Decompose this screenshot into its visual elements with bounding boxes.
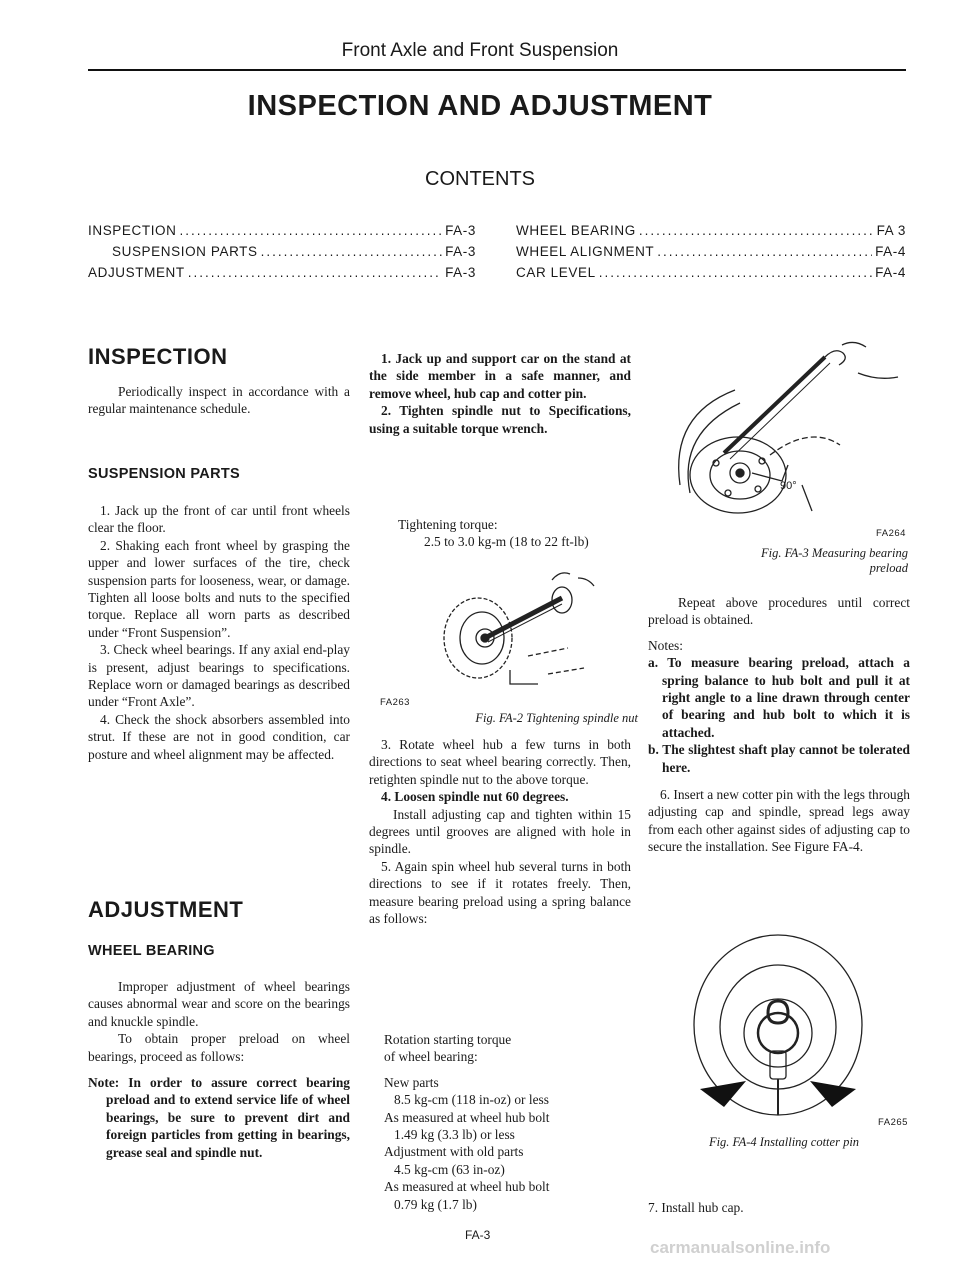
suspension-step-3: 3. Check wheel bearings. If any axial end-play is present, adjust bearings to specifications. Replace worn or damaged bearings as described under “Front Axle”.	[88, 642, 350, 710]
inspection-heading: INSPECTION	[88, 344, 228, 369]
rotation-label-2: of wheel bearing:	[384, 1049, 478, 1065]
toc-label: CAR LEVEL	[516, 265, 596, 280]
fig-fa264-code: FA264	[876, 528, 906, 539]
wb-step-5: 5. Again spin wheel hub several turns in both directions to see if it rotates freely. Then, measure bearing preload using a spring balance as follows:	[369, 858, 631, 927]
contents-title: CONTENTS	[425, 168, 535, 190]
measured-value-1: 1.49 kg (3.3 lb) or less	[394, 1127, 515, 1143]
fig-fa4-caption: Fig. FA-4 Installing cotter pin	[708, 1135, 860, 1149]
measured-label-1: As measured at wheel hub bolt	[384, 1109, 550, 1125]
wheel-bearing-para-1: Improper adjustment of wheel bearings causes abnormal wear and score on the bearings and knuckle spindle.	[88, 979, 350, 1029]
note-a: a. To measure bearing preload, attach a spring balance to hub bolt and pull it at right angle to a line drawn through center of bearing and hub bolt to which it is attached.	[648, 655, 910, 740]
figure-installing-cotter-pin	[680, 925, 880, 1125]
figure-tightening-spindle-nut	[430, 560, 600, 690]
toc-label: WHEEL ALIGNMENT	[516, 244, 655, 259]
suspension-parts-heading: SUSPENSION PARTS	[88, 466, 240, 482]
toc-row-adjustment[interactable]	[88, 265, 476, 286]
toc-label: WHEEL BEARING	[516, 223, 636, 238]
watermark: carmanualsonline.info	[650, 1238, 831, 1257]
inspection-text: Periodically inspect in accordance with a regular maintenance schedule.	[88, 384, 350, 417]
toc-row-inspection[interactable]	[88, 223, 476, 244]
torque-value: 2.5 to 3.0 kg-m (18 to 22 ft-lb)	[424, 534, 589, 550]
col1-text	[88, 383, 350, 418]
fig3-angle-label: 90°	[780, 480, 797, 492]
wheel-bearing-heading: WHEEL BEARING	[88, 943, 215, 959]
rotation-torque-spec	[384, 1031, 634, 1213]
col3-text	[648, 594, 910, 856]
wheel-bearing-para-2: To obtain proper preload on wheel bearings, proceed as follows:	[88, 1031, 350, 1064]
wb-step-1: 1. Jack up and support car on the stand at the side member in a safe manner, and remove wheel, hub cap and cotter pin.	[369, 351, 631, 401]
col2-top-steps	[369, 350, 631, 437]
toc-row-car-level[interactable]	[516, 265, 906, 286]
header-rule	[88, 69, 906, 71]
rotation-label-1: Rotation starting torque	[384, 1032, 512, 1047]
repeat-text: Repeat above procedures until correct preload is obtained.	[648, 595, 910, 628]
notes-title: Notes:	[648, 637, 683, 653]
toc-page: FA-3	[445, 244, 476, 259]
step-6: 6. Insert a new cotter pin with the legs through adjusting cap and spindle, spread legs away from each other against sides of adjusting cap to secure the installation. See Figure FA-4.	[648, 787, 910, 855]
toc-label: ADJUSTMENT	[88, 265, 185, 280]
toc-row-wheel-alignment[interactable]	[516, 244, 906, 265]
old-parts-label: Adjustment with old parts	[384, 1144, 524, 1160]
suspension-step-1: 1. Jack up the front of car until front wheels clear the floor.	[88, 503, 350, 536]
measured-value-2: 0.79 kg (1.7 lb)	[394, 1196, 477, 1212]
col2-steps	[369, 736, 631, 927]
tightening-torque	[398, 516, 638, 551]
fig-fa3-caption	[660, 546, 908, 576]
toc-page: FA-4	[875, 265, 906, 280]
toc-page: FA-4	[875, 244, 906, 259]
wb-step-4-text: Install adjusting cap and tighten within 15 degrees until grooves are aligned with hole in spindle.	[369, 806, 631, 857]
toc-page: FA-3	[445, 223, 476, 238]
toc-page: FA-3	[445, 265, 476, 280]
fig-fa3-caption-line-1: Fig. FA-3 Measuring bearing	[761, 546, 908, 560]
toc-label: SUSPENSION PARTS	[112, 244, 258, 259]
suspension-steps	[88, 502, 350, 763]
step-7: 7. Install hub cap.	[648, 1200, 744, 1215]
wb-step-4-title: 4. Loosen spindle nut 60 degrees.	[381, 789, 569, 805]
fig-fa265-code: FA265	[878, 1117, 908, 1128]
contents-right	[516, 223, 906, 286]
running-header: Front Axle and Front Suspension	[341, 40, 619, 61]
old-parts-value: 4.5 kg-cm (63 in-oz)	[394, 1161, 505, 1177]
toc-row-wheel-bearing[interactable]	[516, 223, 906, 244]
page-title: INSPECTION AND ADJUSTMENT	[247, 90, 713, 122]
adjustment-heading: ADJUSTMENT	[88, 897, 244, 922]
suspension-step-2: 2. Shaking each front wheel by grasping the upper and lower surfaces of the tire, check suspension parts for looseness, wear, or damage. Tighten all loose bolts and nuts to the specified torque. Replace all worn parts as described under “Front Suspension”.	[88, 537, 350, 640]
figure-measuring-bearing-preload	[660, 335, 910, 525]
footer-page-number: FA-3	[465, 1228, 491, 1242]
note-b: b. The slightest shaft play cannot be tolerated here.	[648, 742, 910, 775]
new-parts-label: New parts	[384, 1074, 439, 1090]
fig-fa263-code: FA263	[380, 697, 410, 708]
fig-fa2-caption: Fig. FA-2 Tightening spindle nut	[475, 711, 638, 725]
wheel-bearing-text	[88, 978, 350, 1161]
suspension-step-4: 4. Check the shock absorbers assembled into strut. If these are not in good condition, car posture and wheel alignment may be affected.	[88, 711, 350, 762]
fig-fa3-caption-line-2: preload	[869, 561, 908, 575]
measured-label-2: As measured at wheel hub bolt	[384, 1179, 550, 1195]
contents-left	[88, 223, 476, 286]
wb-step-3: 3. Rotate wheel hub a few turns in both directions to seat wheel bearing correctly. Then, retighten spindle nut to the above torque.	[369, 737, 631, 787]
wb-step-2: 2. Tighten spindle nut to Specifications, using a suitable torque wrench.	[369, 403, 631, 436]
torque-label: Tightening torque:	[398, 517, 498, 532]
toc-label: INSPECTION	[88, 223, 177, 238]
toc-page: FA 3	[876, 223, 906, 238]
toc-row-suspension-parts[interactable]	[88, 244, 476, 265]
new-parts-value: 8.5 kg-cm (118 in-oz) or less	[394, 1092, 549, 1108]
wheel-bearing-note: Note: In order to assure correct bearing preload and to extend service life of wheel bearings, be sure to prevent dirt and foreign particles from getting in bearings, grease seal and spindle nut.	[88, 1075, 350, 1160]
